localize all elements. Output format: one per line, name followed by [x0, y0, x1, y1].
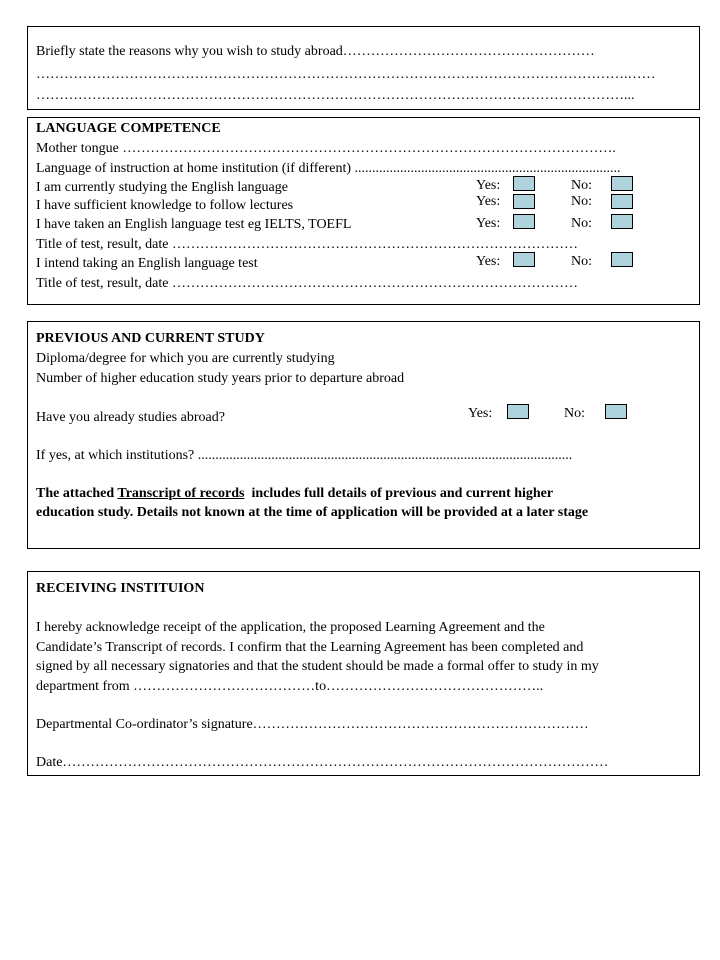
- reasons-line-1[interactable]: Briefly state the reasons why you wish to study abroad………………………………………………: [36, 44, 595, 59]
- diploma-field[interactable]: Diploma/degree for which you are currently studying: [36, 351, 335, 366]
- test-taken-no-label: No:: [571, 216, 592, 231]
- department-dates-field[interactable]: department from …………………………………to………………………………………..: [36, 679, 544, 694]
- receiving-institution-section: [27, 571, 700, 776]
- institutions-field[interactable]: If yes, at which institutions? ...........................................................................................................: [36, 448, 573, 463]
- studying-no-label: No:: [571, 178, 592, 193]
- reasons-line-2[interactable]: ……………………………………………………………………………………………………………….……: [36, 67, 656, 82]
- transcript-post-text: includes full details of previous and current higher: [244, 486, 554, 501]
- abroad-yes-checkbox[interactable]: [507, 404, 529, 419]
- test-taken-yes-checkbox[interactable]: [513, 214, 535, 229]
- intend-no-label: No:: [571, 254, 592, 269]
- date-field[interactable]: Date………………………………………………………………………………………………………: [36, 755, 609, 770]
- intend-yes-checkbox[interactable]: [513, 252, 535, 267]
- transcript-pre-text: The attached: [36, 486, 118, 501]
- transcript-note-line-2: education study. Details not known at the time of application will be provided at a later stage: [36, 505, 589, 520]
- studying-yes-label: Yes:: [476, 178, 501, 193]
- knowledge-no-checkbox[interactable]: [611, 194, 633, 209]
- knowledge-no-label: No:: [571, 194, 592, 209]
- test-title-field-1[interactable]: Title of test, result, date ……………………………………………………………………………: [36, 237, 578, 252]
- receiving-heading: RECEIVING INSTITUION: [36, 581, 205, 596]
- studied-abroad-question: Have you already studies abroad?: [36, 410, 225, 425]
- mother-tongue-field[interactable]: Mother tongue …………………………………………………………………………………………….: [36, 141, 616, 156]
- reasons-line-3[interactable]: ………………………………………………………………………………………………………………...: [36, 88, 635, 103]
- acknowledgement-line-2: Candidate’s Transcript of records. I confirm that the Learning Agreement has been completed and: [36, 640, 584, 655]
- abroad-no-checkbox[interactable]: [605, 404, 627, 419]
- knowledge-yes-checkbox[interactable]: [513, 194, 535, 209]
- reasons-section: [27, 26, 700, 110]
- acknowledgement-line-3: signed by all necessary signatories and that the student should be made a formal offer to study in my: [36, 659, 599, 674]
- previous-study-section: [27, 321, 700, 549]
- coordinator-signature-field[interactable]: Departmental Co-ordinator’s signature………………………………………………………………: [36, 717, 589, 732]
- intend-no-checkbox[interactable]: [611, 252, 633, 267]
- studying-english-question: I am currently studying the English language: [36, 180, 288, 195]
- test-taken-yes-label: Yes:: [476, 216, 501, 231]
- abroad-no-label: No:: [564, 406, 585, 421]
- intend-yes-label: Yes:: [476, 254, 501, 269]
- language-heading: LANGUAGE COMPETENCE: [36, 121, 221, 136]
- intend-test-question: I intend taking an English language test: [36, 256, 258, 271]
- study-years-field[interactable]: Number of higher education study years prior to departure abroad: [36, 371, 405, 386]
- test-taken-question: I have taken an English language test eg IELTS, TOEFL: [36, 217, 352, 232]
- knowledge-yes-label: Yes:: [476, 194, 501, 209]
- acknowledgement-line-1: I hereby acknowledge receipt of the application, the proposed Learning Agreement and the: [36, 620, 545, 635]
- language-competence-section: [27, 117, 700, 305]
- studying-no-checkbox[interactable]: [611, 176, 633, 191]
- instruction-language-field[interactable]: Language of instruction at home institution (if different) ............................................................................: [36, 161, 621, 176]
- abroad-yes-label: Yes:: [468, 406, 493, 421]
- knowledge-question: I have sufficient knowledge to follow lectures: [36, 198, 294, 213]
- study-heading: PREVIOUS AND CURRENT STUDY: [36, 331, 265, 346]
- test-title-field-2[interactable]: Title of test, result, date ……………………………………………………………………………: [36, 276, 578, 291]
- transcript-of-records-link[interactable]: Transcript of records: [117, 486, 245, 501]
- transcript-note-line-1: [36, 486, 553, 502]
- test-taken-no-checkbox[interactable]: [611, 214, 633, 229]
- studying-yes-checkbox[interactable]: [513, 176, 535, 191]
